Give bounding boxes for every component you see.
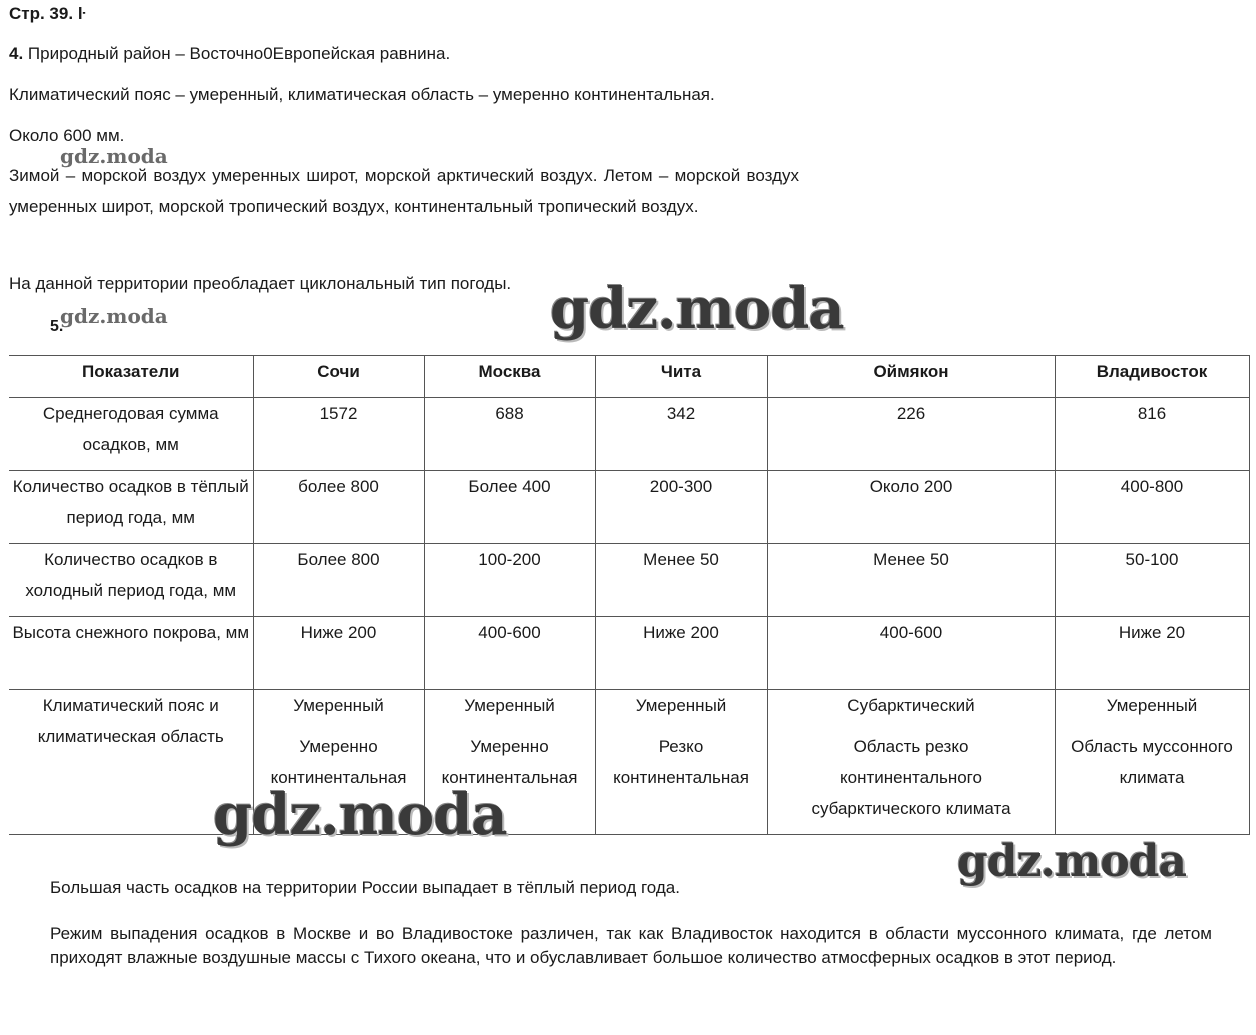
row-label: Высота снежного покрова, мм bbox=[9, 617, 253, 690]
climate-area: Резко континентальная bbox=[613, 737, 749, 787]
table-cell bbox=[1055, 690, 1249, 835]
watermark-text: gdz.moda bbox=[550, 276, 844, 342]
climate-area: Область резко континентального субарктического климата bbox=[811, 737, 1011, 818]
climate-belt: Субарктический bbox=[847, 696, 975, 715]
table-cell: Более 400 bbox=[424, 471, 595, 544]
page-header bbox=[9, 4, 86, 24]
table-cell: 400-600 bbox=[767, 617, 1055, 690]
table-cell: Ниже 20 bbox=[1055, 617, 1249, 690]
climate-belt: Умеренный bbox=[635, 696, 727, 715]
table-cell: 400-600 bbox=[424, 617, 595, 690]
header-chita: Чита bbox=[595, 356, 767, 398]
table-cell bbox=[595, 690, 767, 835]
header-oymyakon: Оймякон bbox=[767, 356, 1055, 398]
table-row bbox=[9, 398, 1249, 471]
conclusion-line1: Большая часть осадков на территории России выпадает в тёплый период года. bbox=[50, 878, 680, 897]
table-cell: 50-100 bbox=[1055, 544, 1249, 617]
task4-line1-text: Природный район – Восточно0Европейская равнина. bbox=[27, 44, 451, 63]
table-row bbox=[9, 617, 1249, 690]
header-moscow: Москва bbox=[424, 356, 595, 398]
climate-belt: Умеренный bbox=[1106, 696, 1198, 715]
table-cell: 1572 bbox=[253, 398, 424, 471]
table-cell: более 800 bbox=[253, 471, 424, 544]
conclusion-paragraph: Режим выпадения осадков в Москве и во Владивостоке различен, так как Владивосток находится в области муссонного климата, где летом приходят влажные воздушные массы с Тихого океана, что и обуславливает большое количество атмосферных осадков в этот период. bbox=[50, 924, 1212, 967]
table-row-climate bbox=[9, 690, 1249, 835]
task4-line4: На данной территории преобладает циклональный тип погоды. bbox=[9, 274, 512, 293]
climate-belt: Умеренный bbox=[464, 696, 555, 715]
row-label: Среднегодовая сумма осадков, мм bbox=[9, 398, 253, 471]
table-cell: 400-800 bbox=[1055, 471, 1249, 544]
table-cell: Менее 50 bbox=[595, 544, 767, 617]
climate-belt: Умеренный bbox=[293, 696, 384, 715]
task4-line3: Около 600 мм. bbox=[9, 126, 125, 145]
table-cell: Более 800 bbox=[253, 544, 424, 617]
climate-area: Область муссонного климата bbox=[1071, 737, 1233, 787]
table-cell: 226 bbox=[767, 398, 1055, 471]
header-vladivostok: Владивосток bbox=[1055, 356, 1249, 398]
watermark-text: gdz.moda bbox=[60, 304, 168, 328]
watermark-text: gdz.moda bbox=[957, 836, 1187, 887]
climate-area: Умеренно континентальная bbox=[270, 737, 407, 787]
table-cell: 688 bbox=[424, 398, 595, 471]
watermark-text: gdz.moda bbox=[213, 782, 507, 848]
table-cell: 816 bbox=[1055, 398, 1249, 471]
watermark-text: gdz.moda bbox=[60, 144, 168, 168]
table-header-row bbox=[9, 356, 1249, 398]
climate-area: Умеренно континентальная bbox=[441, 737, 578, 787]
table-row bbox=[9, 544, 1249, 617]
precipitation-table bbox=[9, 355, 1250, 835]
table-cell: 200-300 bbox=[595, 471, 767, 544]
table-cell: Ниже 200 bbox=[253, 617, 424, 690]
table-cell: Около 200 bbox=[767, 471, 1055, 544]
table-cell: 342 bbox=[595, 398, 767, 471]
task4-paragraph: Зимой – морской воздух умеренных широт, морской арктический воздух. Летом – морской воздух умеренных широт, морской тропический воздух, континентальный тропический воздух. bbox=[9, 166, 799, 216]
page-mark: ŀ bbox=[77, 4, 86, 23]
task4-line2: Климатический пояс – умеренный, климатическая область – умеренно континентальная. bbox=[9, 85, 715, 104]
table-cell bbox=[767, 690, 1055, 835]
table-row bbox=[9, 471, 1249, 544]
row-label: Количество осадков в холодный период года, мм bbox=[9, 544, 253, 617]
task4-line1 bbox=[9, 44, 450, 64]
table-cell: Менее 50 bbox=[767, 544, 1055, 617]
task4-number: 4. bbox=[9, 44, 24, 63]
row-label: Климатический пояс и климатическая область bbox=[9, 690, 253, 835]
table-cell: 100-200 bbox=[424, 544, 595, 617]
row-label: Количество осадков в тёплый период года, мм bbox=[9, 471, 253, 544]
page-label: Стр. 39. bbox=[9, 4, 74, 23]
table-cell: Ниже 200 bbox=[595, 617, 767, 690]
task5-number: 5. bbox=[50, 318, 64, 335]
header-indicators: Показатели bbox=[9, 356, 253, 398]
header-sochi: Сочи bbox=[253, 356, 424, 398]
